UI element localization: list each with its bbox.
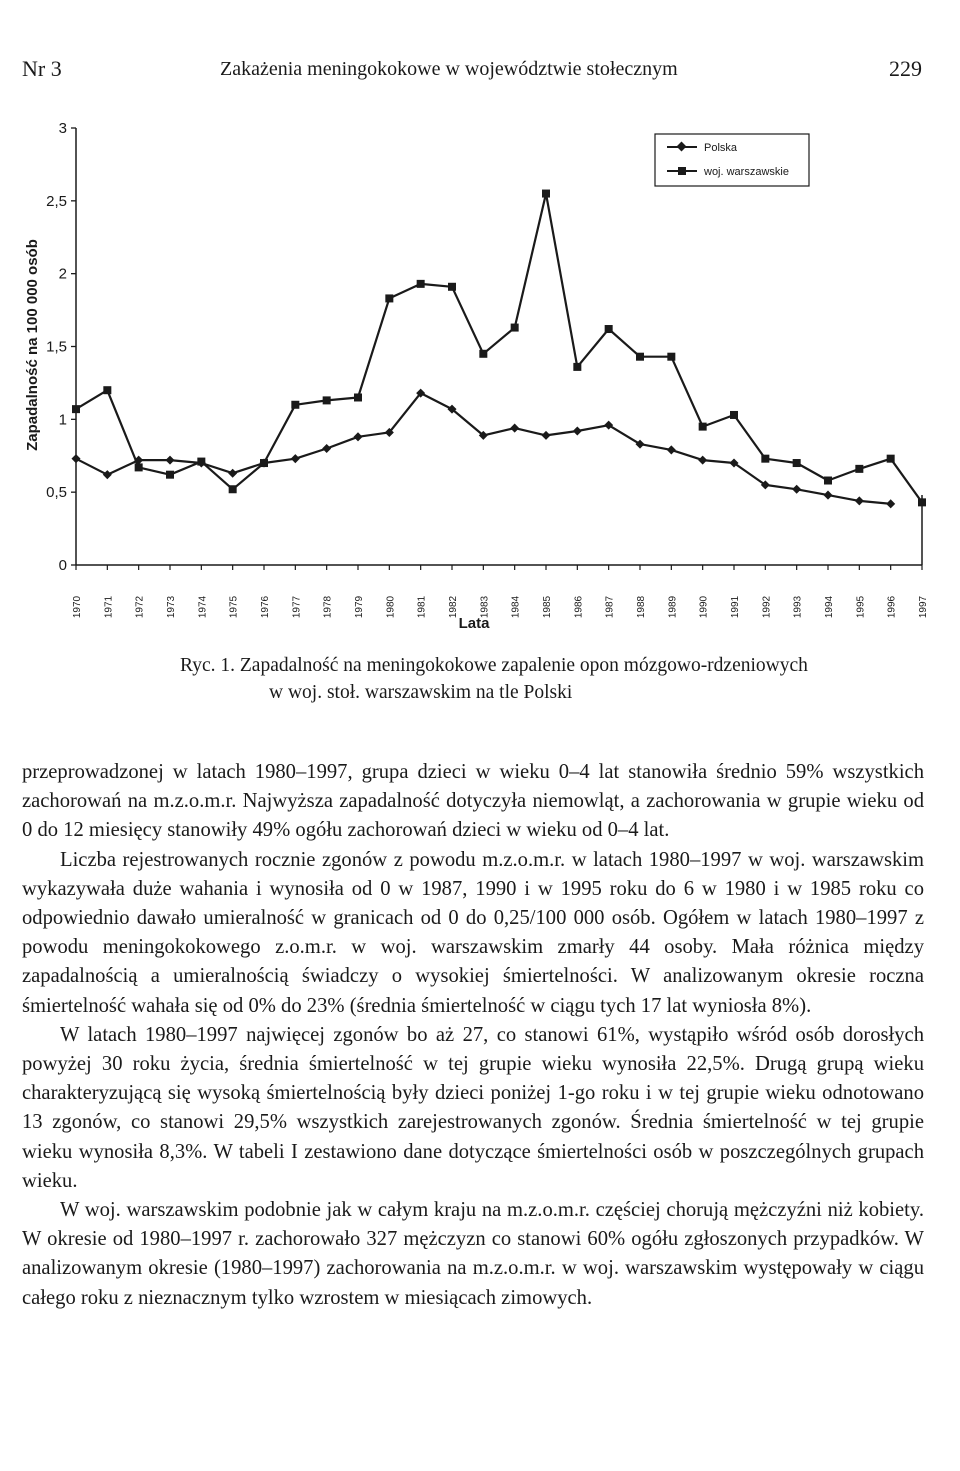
x-tick-label: 1986: [573, 595, 585, 619]
y-tick-label: 2: [58, 265, 67, 283]
y-tick-label: 3: [58, 120, 67, 137]
data-point-marker: [667, 445, 676, 454]
data-point-marker: [573, 426, 582, 435]
data-point-marker: [886, 499, 895, 508]
figure-caption: [180, 652, 900, 706]
data-point-marker: [71, 454, 80, 463]
y-tick-label: 0,5: [46, 484, 67, 502]
page-header: [22, 56, 922, 96]
running-title: Zakażenia meningokokowe w województwie stołecznym: [220, 58, 678, 80]
data-point-marker: [605, 325, 613, 333]
data-point-marker: [417, 280, 425, 288]
paragraph-1: przeprowadzonej w latach 1980–1997, grupa dzieci w wieku 0–4 lat stanowiła średnio 59% wszystkich zachorowań na m.z.o.m.r. Najwyższa zapadalność dotyczyła niemowląt, a zachorowania w grupie wieku od 0 do 12 miesięcy stanowiły 49% ogółu zachorowań dzieci w wieku od 0–4 lat.: [22, 761, 924, 842]
paragraph-3: W latach 1980–1997 najwięcej zgonów bo aż 27, co stanowi 61%, wystąpiło wśród osób dorosłych powyżej 30 roku życia, średnia śmiertelność w tej grupie wieku wynosiła 22,5%. Drugą grupą wieku charakteryzującą się wysoką śmiertelnością były dzieci poniżej 1-go roku i w tej grupie wieku odnotowano 13 zgonów, co stanowi 29,5% wszystkich zarejestrowanych zgonów. Średnia śmiertelność w tej grupie wieku wynosiła 8,3%. W tabeli I zestawiono dane dotyczące śmiertelności osób w poszczególnych grupach wieku.: [22, 1023, 924, 1192]
data-point-marker: [511, 324, 519, 332]
x-tick-label: 1984: [510, 595, 522, 619]
data-point-marker: [918, 498, 926, 506]
y-tick-label: 0: [58, 557, 67, 574]
x-tick-label: 1991: [730, 595, 741, 619]
series-layer: [71, 190, 926, 509]
paragraph-2: Liczba rejestrowanych rocznie zgonów z powodu m.z.o.m.r. w latach 1980–1997 w woj. warszawskim wykazywała duże wahania i wynosiła od 0 w 1987, 1990 i w 1995 roku do 6 w 1980 i w 1985 roku co odpowiednio dawało umieralność w granicach od 0 do 0,25/100 000 osób. Ogółem w latach 1980–1997 z powodu meningokokowego z.o.m.r. w woj. warszawskim zmarły 44 osoby. Mała różnica między zapadalnością a umieralnością świadczy o wysokiej śmiertelności. W analizowanym okresie roczna śmiertelność wahała się od 0% do 23% (średnia śmiertelność w ciągu tych 17 lat wyniosła 8%).: [22, 848, 924, 1017]
data-point-marker: [228, 469, 237, 478]
data-point-marker: [636, 353, 644, 361]
x-tick-label: 1985: [542, 595, 553, 619]
data-point-marker: [323, 396, 331, 404]
data-point-marker: [855, 465, 863, 473]
x-tick-label: 1981: [416, 595, 428, 619]
data-point-marker: [699, 423, 707, 431]
data-point-marker: [260, 459, 268, 467]
data-point-marker: [793, 459, 801, 467]
paragraph-4: W woj. warszawskim podobnie jak w całym kraju na m.z.o.m.r. częściej chorują mężczyźni niż kobiety. W okresie od 1980–1997 r. zachorowało 327 mężczyzn co stanowi 60% ogółu zgłoszonych przypadków. W analizowanym okresie (1980–1997) zachorowania na m.z.o.m.r. w woj. warszawskim występowały w ciągu całego roku z nieznacznym tylko wzrostem w miesiącach zimowych.: [22, 1199, 924, 1309]
incidence-line-chart: [0, 110, 960, 640]
x-tick-label: 1980: [385, 595, 397, 619]
x-tick-label: 1975: [228, 595, 240, 619]
data-point-marker: [166, 471, 174, 479]
x-tick-label: 1971: [103, 595, 115, 619]
y-axis-ticks: [46, 120, 76, 574]
data-point-marker: [448, 283, 456, 291]
data-point-marker: [291, 401, 299, 409]
x-tick-label: 1983: [479, 595, 491, 619]
x-tick-label: 1988: [636, 595, 647, 619]
data-point-marker: [730, 411, 738, 419]
x-tick-label: 1978: [322, 595, 334, 619]
data-point-marker: [135, 463, 143, 471]
y-axis-title: Zapadalność na 100 000 osób: [24, 239, 41, 451]
data-point-marker: [229, 485, 237, 493]
data-point-marker: [761, 455, 769, 463]
caption-line-2: w woj. stoł. warszawskim na tle Polski: [269, 682, 573, 703]
caption-line-1: Ryc. 1. Zapadalność na meningokokowe zapalenie opon mózgowo-rdzeniowych: [180, 655, 808, 676]
data-point-marker: [291, 454, 300, 463]
data-point-marker: [353, 432, 362, 441]
y-tick-label: 2,5: [46, 192, 67, 210]
chart-legend: [655, 134, 809, 186]
data-point-marker: [354, 393, 362, 401]
x-tick-label: 1976: [260, 595, 271, 619]
issue-number: Nr 3: [22, 56, 62, 81]
body-text: [22, 758, 924, 1313]
data-point-marker: [72, 405, 80, 413]
legend-label-polska: Polska: [704, 142, 738, 154]
x-tick-label: 1970: [72, 595, 83, 619]
x-tick-label: 1982: [448, 595, 459, 619]
x-tick-label: 1987: [604, 595, 616, 619]
legend-marker-warszawskie: [678, 167, 686, 175]
x-tick-label: 1992: [761, 595, 773, 619]
data-point-marker: [479, 350, 487, 358]
series-line-0: [76, 393, 891, 504]
series-line-1: [76, 194, 922, 503]
data-point-marker: [541, 431, 550, 440]
x-tick-label: 1993: [792, 595, 804, 619]
x-tick-label: 1989: [667, 595, 679, 619]
y-tick-label: 1,5: [46, 338, 67, 356]
data-point-marker: [165, 456, 174, 465]
data-point-marker: [510, 424, 519, 433]
legend-label-warszawskie: woj. warszawskie: [704, 166, 789, 178]
x-tick-label: 1996: [886, 595, 898, 619]
x-tick-label: 1979: [354, 595, 365, 619]
data-point-marker: [855, 496, 864, 505]
data-point-marker: [197, 458, 205, 466]
data-point-marker: [385, 294, 393, 302]
x-tick-label: 1974: [197, 595, 209, 619]
data-point-marker: [667, 353, 675, 361]
x-tick-label: 1973: [166, 595, 177, 619]
data-point-marker: [322, 444, 331, 453]
x-tick-label: 1997: [918, 595, 929, 619]
y-tick-label: 1: [58, 411, 67, 429]
x-tick-label: 1995: [855, 595, 867, 619]
page-number: 229: [889, 56, 922, 81]
data-point-marker: [824, 477, 832, 485]
x-axis-title: Lata: [458, 615, 490, 632]
data-point-marker: [103, 386, 111, 394]
data-point-marker: [103, 470, 112, 479]
data-point-marker: [792, 485, 801, 494]
data-point-marker: [823, 491, 832, 500]
data-point-marker: [542, 190, 550, 198]
x-tick-label: 1972: [134, 595, 146, 619]
x-tick-label: 1977: [291, 595, 303, 619]
data-point-marker: [887, 455, 895, 463]
data-point-marker: [698, 456, 707, 465]
x-tick-label: 1990: [698, 595, 710, 619]
x-axis-ticks: [72, 565, 929, 618]
x-tick-label: 1994: [824, 595, 835, 619]
data-point-marker: [573, 363, 581, 371]
